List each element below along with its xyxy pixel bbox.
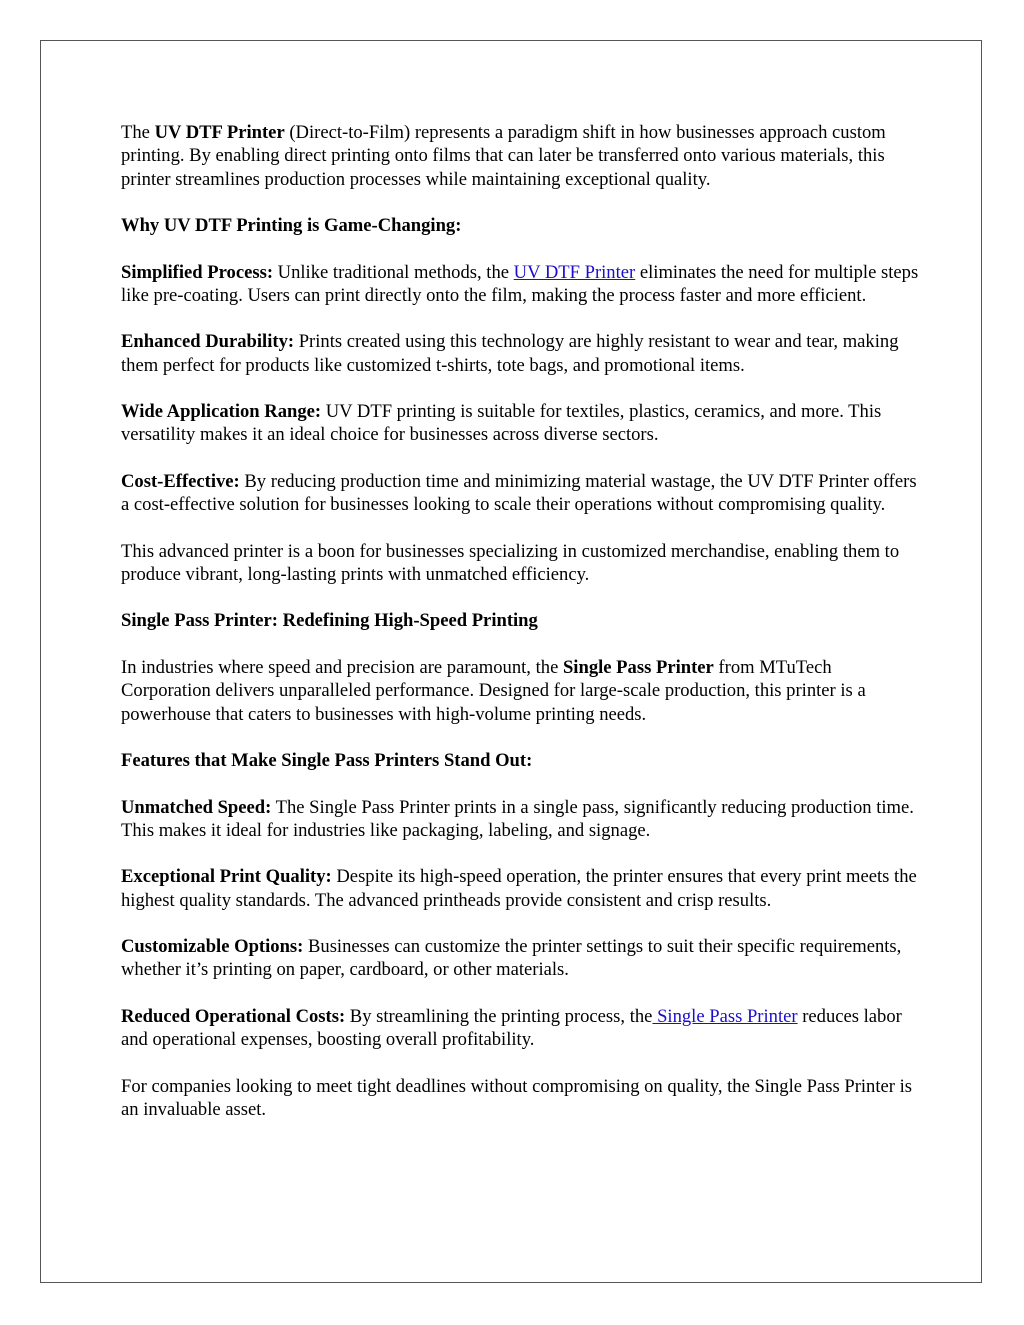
document-body bbox=[121, 121, 921, 1144]
customizable-options-text: Businesses can customize the printer settings to suit their specific requirements, whether it’s printing on paper, cardboard, or other materials. bbox=[121, 936, 902, 981]
reduced-costs-label: Reduced Operational Costs: bbox=[121, 1005, 346, 1027]
reduced-costs-text-end: reduces labor and operational expenses, boosting overall profitability. bbox=[121, 1005, 902, 1051]
simplified-process-label: Simplified Process: bbox=[121, 261, 274, 283]
uv-dtf-printer-link[interactable]: UV DTF Printer bbox=[513, 261, 636, 283]
enhanced-durability-text: Prints created using this technology are highly resistant to wear and tear, making them perfect for products like customized t-shirts, tote bags, and promotional items. bbox=[121, 331, 899, 376]
unmatched-speed-paragraph bbox=[121, 796, 921, 843]
wide-application-label: Wide Application Range: bbox=[121, 401, 322, 423]
print-quality-label: Exceptional Print Quality: bbox=[121, 866, 332, 888]
intro-paragraph bbox=[121, 121, 921, 191]
intro-bold-term: UV DTF Printer bbox=[154, 122, 285, 143]
cost-effective-paragraph bbox=[121, 470, 921, 517]
single-pass-intro-text-start: In industries where speed and precision are paramount, the bbox=[121, 656, 563, 678]
enhanced-durability-label: Enhanced Durability: bbox=[121, 331, 295, 353]
customizable-options-label: Customizable Options: bbox=[121, 936, 304, 958]
simplified-process-text-start: Unlike traditional methods, the bbox=[273, 261, 514, 283]
cost-effective-text: By reducing production time and minimizing material wastage, the UV DTF Printer offers a cost-effective solution for businesses looking to scale their operations without compromising quality. bbox=[121, 470, 917, 516]
uv-dtf-summary-paragraph: This advanced printer is a boon for businesses specializing in customized merchandise, enabling them to produce vibrant, long-lasting prints with unmatched efficiency. bbox=[121, 540, 900, 585]
single-pass-intro-text-end: from MTuTech Corporation delivers unparalleled performance. Designed for large-scale production, this printer is a powerhouse that caters to businesses with high-volume printing needs. bbox=[121, 656, 866, 725]
single-pass-printer-link[interactable]: Single Pass Printer bbox=[652, 1005, 798, 1027]
section-heading-single-pass: Single Pass Printer: Redefining High-Speed Printing bbox=[121, 610, 538, 632]
unmatched-speed-label: Unmatched Speed: bbox=[121, 796, 272, 818]
intro-text-start: The bbox=[121, 122, 155, 143]
simplified-process-paragraph bbox=[121, 261, 921, 308]
section-heading-uv-dtf: Why UV DTF Printing is Game-Changing: bbox=[121, 215, 462, 237]
wide-application-text: UV DTF printing is suitable for textiles, plastics, ceramics, and more. This versatility makes it an ideal choice for businesses across diverse sectors. bbox=[121, 401, 882, 446]
simplified-process-text-end: eliminates the need for multiple steps like pre-coating. Users can print directly onto the film, making the process faster and more efficient. bbox=[121, 261, 919, 306]
print-quality-paragraph bbox=[121, 865, 921, 912]
intro-text-end: (Direct-to-Film) represents a paradigm shift in how businesses approach custom printing. By enabling direct printing onto films that can later be transferred onto various materials, this printer streamlines production processes while maintaining exceptional quality. bbox=[121, 122, 886, 190]
unmatched-speed-text: The Single Pass Printer prints in a single pass, significantly reducing production time. This makes it ideal for industries like packaging, labeling, and signage. bbox=[121, 796, 914, 841]
print-quality-text: Despite its high-speed operation, the printer ensures that every print meets the highest quality standards. The advanced printheads provide consistent and crisp results. bbox=[121, 866, 917, 911]
cost-effective-label: Cost-Effective: bbox=[121, 470, 240, 492]
single-pass-bold-term: Single Pass Printer bbox=[562, 656, 714, 678]
wide-application-paragraph bbox=[121, 400, 921, 447]
closing-paragraph: For companies looking to meet tight deadlines without compromising on quality, the Single Pass Printer is an invaluable asset. bbox=[121, 1075, 913, 1120]
section-heading-features: Features that Make Single Pass Printers Stand Out: bbox=[121, 750, 533, 772]
customizable-options-paragraph bbox=[121, 935, 921, 982]
reduced-costs-paragraph bbox=[121, 1005, 921, 1052]
single-pass-intro-paragraph bbox=[121, 656, 921, 726]
enhanced-durability-paragraph bbox=[121, 330, 921, 377]
reduced-costs-text-start: By streamlining the printing process, the bbox=[345, 1005, 653, 1027]
